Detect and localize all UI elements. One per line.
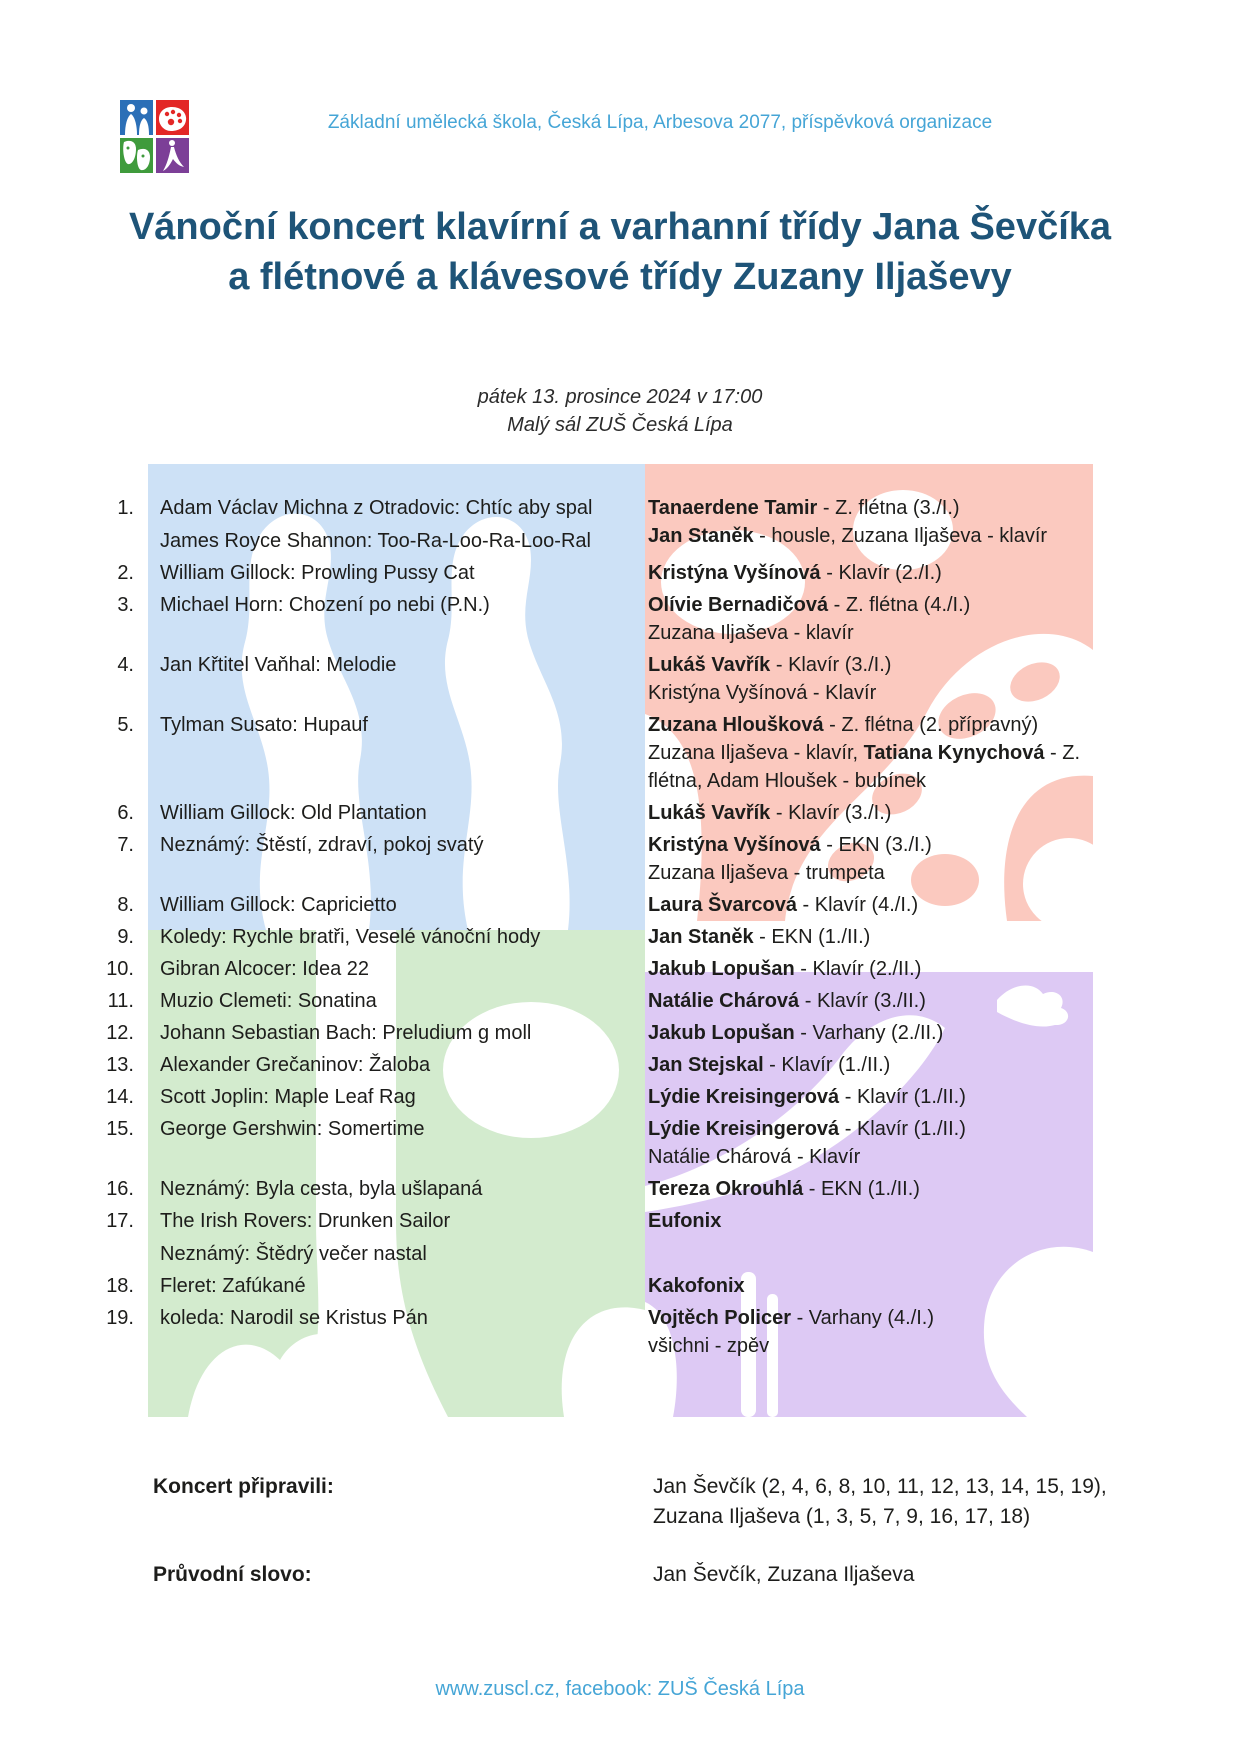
performer-name: Natálie Chárová [648,990,800,1012]
program-row [100,891,1112,919]
program-item-number: 3. [117,594,134,616]
piece-title: koleda: Narodil se Kristus Pán [160,1307,428,1329]
program-item-number: 1. [117,497,134,519]
program-item-pieces [148,711,648,795]
program-item-number: 15. [106,1118,134,1140]
performer-name: Tanaerdene Tamir [648,497,818,519]
program-item-number: 2. [117,562,134,584]
performer-line [648,799,1112,827]
performer-detail: - Klavír (3./II.) [799,990,926,1012]
program-row [100,1175,1112,1203]
footer-links: www.zuscl.cz, facebook: ZUŠ Česká Lípa [435,1678,805,1700]
event-datetime: pátek 13. prosince 2024 v 17:00 [477,386,763,408]
piece-title: James Royce Shannon: Too-Ra-Loo-Ra-Loo-Ral [160,530,591,552]
program-item-pieces [148,831,648,887]
performer-line [648,891,1112,919]
credit-row [153,1560,1153,1590]
performer-line [648,1019,1112,1047]
school-name: Základní umělecká škola, Česká Lípa, Arbesova 2077, příspěvková organizace [327,112,993,133]
piece-title: Neznámý: Byla cesta, byla ušlapaná [160,1178,483,1200]
program-item-number: 9. [117,926,134,948]
performer-name: Lukáš Vavřík [648,802,771,824]
page-title: Vánoční koncert klavírní a varhanní třídy Jana Ševčíka a flétnové a klávesové třídy Zuzany Iljaševy [128,206,1112,298]
program-row [100,494,1112,555]
piece-title: Koledy: Rychle bratři, Veselé vánoční hody [160,926,541,948]
piece-title: Alexander Grečaninov: Žaloba [160,1054,431,1076]
program-item-pieces [148,923,648,951]
performer-line [648,711,1112,739]
performer-name: Kristýna Vyšínová [648,834,821,856]
program-row [100,955,1112,983]
performer-line [648,522,1112,550]
program-row [100,1304,1112,1360]
program-item-performers [648,1115,1112,1171]
performer-line [648,1304,1112,1332]
performer-name: Lýdie Kreisingerová [648,1086,840,1108]
program-item-number: 17. [106,1210,134,1232]
program-item-number: 19. [106,1307,134,1329]
performer-line [648,831,1112,859]
program-item-performers [648,494,1112,555]
performer-name: Zuzana Hloušková [648,714,824,736]
program-item-pieces [148,1051,648,1079]
program-item-pieces [148,591,648,647]
program-item-performers [648,1272,1112,1300]
program-item-pieces [148,891,648,919]
performer-line [648,1332,1112,1360]
program-item-pieces [148,1083,648,1111]
performer-detail: - EKN (1./II.) [753,926,871,948]
program-item-pieces [148,1272,648,1300]
performer-detail: - Varhany (2./II.) [794,1022,944,1044]
program-item-performers [648,591,1112,647]
performer-name: Jan Staněk [648,525,754,547]
program-item-performers [648,1304,1112,1360]
performer-name: Olívie Bernadičová [648,594,829,616]
performer-line [648,859,1112,887]
program-item-pieces [148,1115,648,1171]
logo-dance-tile [156,138,189,173]
piece-title: William Gillock: Prowling Pussy Cat [160,562,475,584]
program-item-number: 18. [106,1275,134,1297]
program-item-pieces [148,1304,648,1360]
program-row [100,923,1112,951]
program-row [100,987,1112,1015]
program-item-performers [648,891,1112,919]
program-row [100,651,1112,707]
performer-detail: - housle, Zuzana Iljaševa - klavír [753,525,1048,547]
performer-line [648,651,1112,679]
performer-detail: - Klavír (1./II.) [839,1118,966,1140]
performer-line [648,1207,1112,1235]
piece-title: Gibran Alcocer: Idea 22 [160,958,370,980]
performer-detail: Zuzana Iljaševa - trumpeta [648,862,885,884]
program-item-number: 11. [107,990,134,1012]
piece-title: Michael Horn: Chození po nebi (P.N.) [160,594,490,616]
program-item-number: 7. [117,834,134,856]
program-item-pieces [148,651,648,707]
performer-detail: Zuzana Iljaševa - klavír [648,622,854,644]
piece-title: Adam Václav Michna z Otradovic: Chtíc aby spal [160,497,593,519]
program-row [100,1272,1112,1300]
performer-line [648,1143,1112,1171]
logo-music-tile [120,100,153,135]
program-item-performers [648,955,1112,983]
piece-title: Scott Joplin: Maple Leaf Rag [160,1086,416,1108]
performer-line [648,559,1112,587]
performer-name: Tatiana Kynychová [863,742,1045,764]
credit-row [153,1472,1153,1532]
performer-name: Eufonix [648,1210,722,1232]
performer-name: Kakofonix [648,1275,745,1297]
performer-detail: - Z. flétna (4./I.) [828,594,971,616]
piece-title: William Gillock: Capricietto [160,894,397,916]
performer-name: Vojtěch Policer [648,1307,792,1329]
performer-line [648,987,1112,1015]
performer-name: Jakub Lopušan [648,958,795,980]
dance-figure-icon [156,138,189,173]
performer-line [648,494,1112,522]
credit-value [653,1472,1153,1532]
performer-detail: - Z. flétna (3./I.) [817,497,960,519]
program-item-performers [648,651,1112,707]
performer-name: Jan Stejskal [648,1054,764,1076]
program-list [100,494,1112,1364]
program-item-number: 16. [106,1178,134,1200]
performer-line [648,679,1112,707]
program-item-pieces [148,1019,648,1047]
performer-name: Jakub Lopušan [648,1022,795,1044]
credit-line: Jan Ševčík, Zuzana Iljaševa [653,1563,915,1586]
event-info [0,383,1240,439]
program-item-performers [648,711,1112,795]
performer-detail: - Klavír (2./I.) [820,562,942,584]
performer-line [648,619,1112,647]
program-item-number: 6. [117,802,134,824]
program-item-number: 5. [117,714,134,736]
program-row [100,559,1112,587]
performer-name: Lýdie Kreisingerová [648,1118,840,1140]
performer-detail: - Z. flétna, Adam Hloušek - bubínek [648,742,1081,792]
performer-detail: - Klavír (1./II.) [763,1054,891,1076]
program-item-performers [648,799,1112,827]
program-item-number: 12. [106,1022,134,1044]
program-item-performers [648,1207,1112,1268]
credit-line: Zuzana Iljaševa (1, 3, 5, 7, 9, 16, 17, 18) [653,1505,1031,1528]
music-figures-icon [120,100,153,135]
performer-line [648,1051,1112,1079]
performer-detail: Kristýna Vyšínová - Klavír [648,682,877,704]
performer-name: Lukáš Vavřík [648,654,771,676]
program-item-pieces [148,1175,648,1203]
credit-label: Koncert připravili: [153,1475,334,1498]
program-item-number: 4. [117,654,134,676]
program-item-number: 14. [106,1086,134,1108]
piece-title: The Irish Rovers: Drunken Sailor [160,1210,451,1232]
program-item-number: 8. [117,894,134,916]
program-row [100,831,1112,887]
credits [153,1472,1153,1618]
performer-detail: - Klavír (4./I.) [796,894,919,916]
credit-line: Jan Ševčík (2, 4, 6, 8, 10, 11, 12, 13, 14, 15, 19), [653,1475,1107,1498]
performer-detail: Zuzana Iljaševa - klavír, [648,742,864,764]
program-item-performers [648,1083,1112,1111]
program-item-performers [648,987,1112,1015]
performer-name: Laura Švarcová [648,894,797,916]
school-logo [120,100,189,173]
performer-detail: - Klavír (2./II.) [794,958,922,980]
performer-line [648,1115,1112,1143]
program-row [100,1115,1112,1171]
performer-line [648,955,1112,983]
logo-drama-tile [120,138,153,173]
program-item-performers [648,1051,1112,1079]
program-row [100,711,1112,795]
performer-name: Jan Staněk [648,926,754,948]
performer-detail: - Varhany (4./I.) [791,1307,935,1329]
performer-detail: - Klavír (3./I.) [770,802,892,824]
piece-title: Johann Sebastian Bach: Preludium g moll [160,1022,532,1044]
piece-title: Tylman Susato: Hupauf [160,714,368,736]
program-item-pieces [148,559,648,587]
program-row [100,1207,1112,1268]
performer-detail: - EKN (3./I.) [820,834,932,856]
performer-line [648,1083,1112,1111]
piece-title: Neznámý: Štěstí, zdraví, pokoj svatý [160,834,484,856]
performer-line [648,1175,1112,1203]
program-item-performers [648,1019,1112,1047]
performer-line [648,1272,1112,1300]
program-item-performers [648,923,1112,951]
program-item-number: 13. [106,1054,134,1076]
performer-detail: Natálie Chárová - Klavír [648,1146,861,1168]
program-row [100,1051,1112,1079]
credit-label: Průvodní slovo: [153,1563,312,1586]
performer-detail: - Z. flétna (2. přípravný) [823,714,1039,736]
piece-title: Fleret: Zafúkané [160,1275,306,1297]
performer-detail: všichni - zpěv [648,1335,770,1357]
performer-detail: - Klavír (1./II.) [839,1086,966,1108]
program-row [100,799,1112,827]
performer-detail: - Klavír (3./I.) [770,654,892,676]
piece-title: Muzio Clemeti: Sonatina [160,990,377,1012]
program-item-number: 10. [106,958,134,980]
performer-name: Kristýna Vyšínová [648,562,821,584]
performer-line [648,739,1112,795]
program-item-performers [648,1175,1112,1203]
program-item-pieces [148,987,648,1015]
program-item-pieces [148,955,648,983]
performer-line [648,591,1112,619]
piece-title: William Gillock: Old Plantation [160,802,427,824]
program-row [100,1019,1112,1047]
event-venue: Malý sál ZUŠ Česká Lípa [507,414,733,436]
credit-value [653,1560,1153,1590]
program-row [100,1083,1112,1111]
program-item-performers [648,559,1112,587]
program-item-performers [648,831,1112,887]
drama-masks-icon [120,138,153,173]
performer-name: Tereza Okrouhlá [648,1178,804,1200]
piece-title: Neznámý: Štědrý večer nastal [160,1243,427,1265]
piece-title: Jan Křtitel Vaňhal: Melodie [160,654,397,676]
program-item-pieces [148,799,648,827]
performer-line [648,923,1112,951]
program-row [100,591,1112,647]
performer-detail: - EKN (1./II.) [803,1178,920,1200]
program-item-pieces [148,494,648,555]
program-item-pieces [148,1207,648,1268]
piece-title: George Gershwin: Somertime [160,1118,425,1140]
